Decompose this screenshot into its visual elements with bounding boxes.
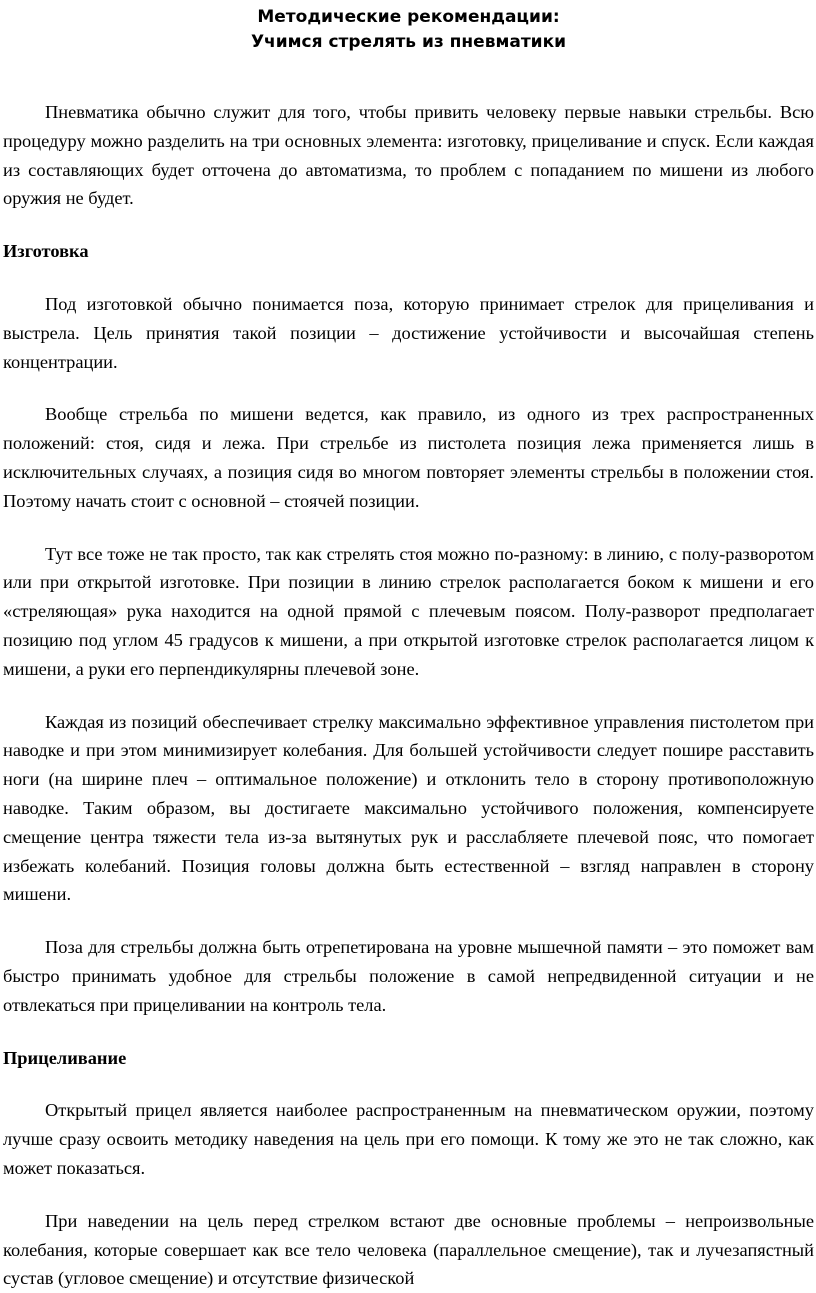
section-heading-stance: Изготовка	[3, 241, 89, 262]
stance-paragraph-3: Тут все тоже не так просто, так как стрелять стоя можно по-разному: в линию, с полу-разворотом или при открытой изготовке. При позиции в линию стрелок располагается боком к мишени и его «стреляющая» рука находится на одной прямой с плечевым поясом. Полу-разворот предполагает позицию под углом 45 градусов к мишени, а при открытой изготовке стрелок располагается лицом к мишени, а руки его перпендикулярны плечевой зоне.	[3, 543, 814, 679]
stance-paragraph-1: Под изготовкой обычно понимается поза, которую принимает стрелок для прицеливания и выстрела. Цель принятия такой позиции – достижение устойчивости и высочайшая степень концентрации.	[3, 293, 814, 372]
stance-paragraph-5: Поза для стрельбы должна быть отрепетирована на уровне мышечной памяти – это поможет вам быстро принимать удобное для стрельбы положение в самой непредвиденной ситуации и не отвлекаться при прицеливании на контроль тела.	[3, 937, 814, 1015]
document-title	[3, 0, 814, 55]
title-line-1: Методические рекомендации:	[257, 7, 560, 27]
stance-paragraph-4: Каждая из позиций обеспечивает стрелку максимально эффективное управления пистолетом при наводке и при этом минимизирует колебания. Для большей устойчивости следует пошире расставить ноги (на ширине плеч – оптимальное положение) и отклонить тело в сторону противоположную наводке. Таким образом, вы достигаете максимально устойчивого положения, компенсируете смещение центра тяжести тела из-за вытянутых рук и расслабляете плечевой пояс, что помогает избежать колебаний. Позиция головы должна быть естественной – взгляд направлен в сторону мишени.	[3, 711, 814, 905]
section-heading-aiming: Прицеливание	[3, 1047, 127, 1068]
aiming-paragraph-1: Открытый прицел является наиболее распространенным на пневматическом оружии, поэтому лучше сразу освоить методику наведения на цель при его помощи. К тому же это не так сложно, как может показаться.	[3, 1100, 814, 1178]
title-line-2: Учимся стрелять из пневматики	[250, 32, 567, 52]
aiming-paragraph-2: При наведении на цель перед стрелком встают две основные проблемы – непроизвольные колебания, которые совершает как все тело человека (параллельное смещение), так и лучезапястный сустав (угловое смещение) и отсутствие физической	[3, 1210, 814, 1289]
stance-paragraph-2: Вообще стрельба по мишени ведется, как правило, из одного из трех распространенных положений: стоя, сидя и лежа. При стрельбе из пистолета позиция лежа применяется лишь в исключительных случаях, а позиция сидя во многом повторяет элементы стрельбы в положении стоя. Поэтому начать стоит с основной – стоячей позиции.	[3, 404, 814, 511]
intro-paragraph: Пневматика обычно служит для того, чтобы привить человеку первые навыки стрельбы. Всю процедуру можно разделить на три основных элемента: изготовку, прицеливание и спуск. Если каждая из составляющих будет отточена до автоматизма, то проблем с попаданием по мишени из любого оружия не будет.	[3, 102, 814, 209]
